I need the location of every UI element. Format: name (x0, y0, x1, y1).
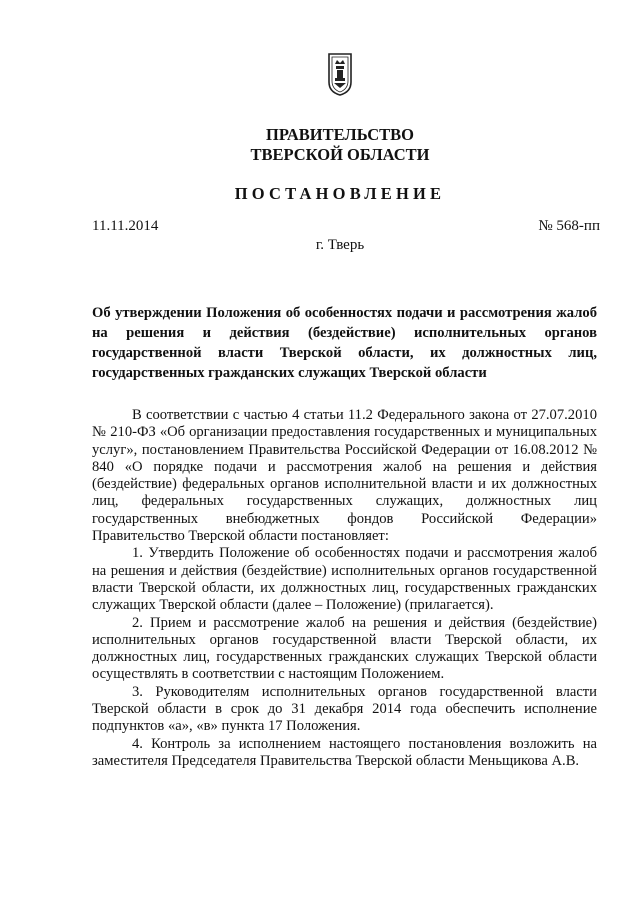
clause-2: 2. Прием и рассмотрение жалоб на решения и действия (бездействие) исполнительных органов государственной власти Тверской области, их должностных лиц, государственных гражданских служащих Тверской области осуществлять в соответствии с настоящим Положением. (92, 614, 597, 683)
clause-3: 3. Руководителям исполнительных органов государственной власти Тверской области в срок до 31 декабря 2014 года обеспечить исполнение подпунктов «а», «в» пункта 17 Положения. (92, 683, 597, 735)
preamble-paragraph: В соответствии с частью 4 статьи 11.2 Федерального закона от 27.07.2010 № 210-ФЗ «Об организации предоставления государственных и муниципальных услуг», постановлением Правительства Российской Федерации от 16.08.2012 № 840 «О порядке подачи и рассмотрения жалоб на решения и действия (бездействие) федеральных органов исполнительной власти и их должностных лиц, федеральных государственных служащих, должностных лиц государственных внебюджетных фондов Российской Федерации» Правительство Тверской области постановляет: (92, 407, 597, 545)
coat-of-arms-icon (327, 52, 353, 96)
document-date: 11.11.2014 (92, 218, 159, 234)
document-body (92, 407, 597, 770)
document-title: Об утверждении Положения об особенностях подачи и рассмотрения жалоб на решения и действия (бездействие) исполнительных органов государственной власти Тверской области, их должностных лиц, государственных гражданских служащих Тверской области (92, 305, 597, 381)
clause-1: 1. Утвердить Положение об особенностях подачи и рассмотрения жалоб на решения и действия (бездействие) исполнительных органов государственной власти Тверской области, их должностных лиц, государственных гражданских служащих Тверской области (далее – Положение) (прилагается). (92, 545, 597, 614)
organization-name-line1: ПРАВИТЕЛЬСТВО (266, 125, 414, 144)
organization-name-line2: ТВЕРСКОЙ ОБЛАСТИ (250, 145, 430, 164)
document-type: ПОСТАНОВЛЕНИЕ (234, 184, 446, 203)
clause-4: 4. Контроль за исполнением настоящего постановления возложить на заместителя Председателя Правительства Тверской области Меньщикова А.В. (92, 735, 597, 769)
document-number: № 568-пп (538, 218, 600, 234)
document-city: г. Тверь (315, 237, 365, 253)
